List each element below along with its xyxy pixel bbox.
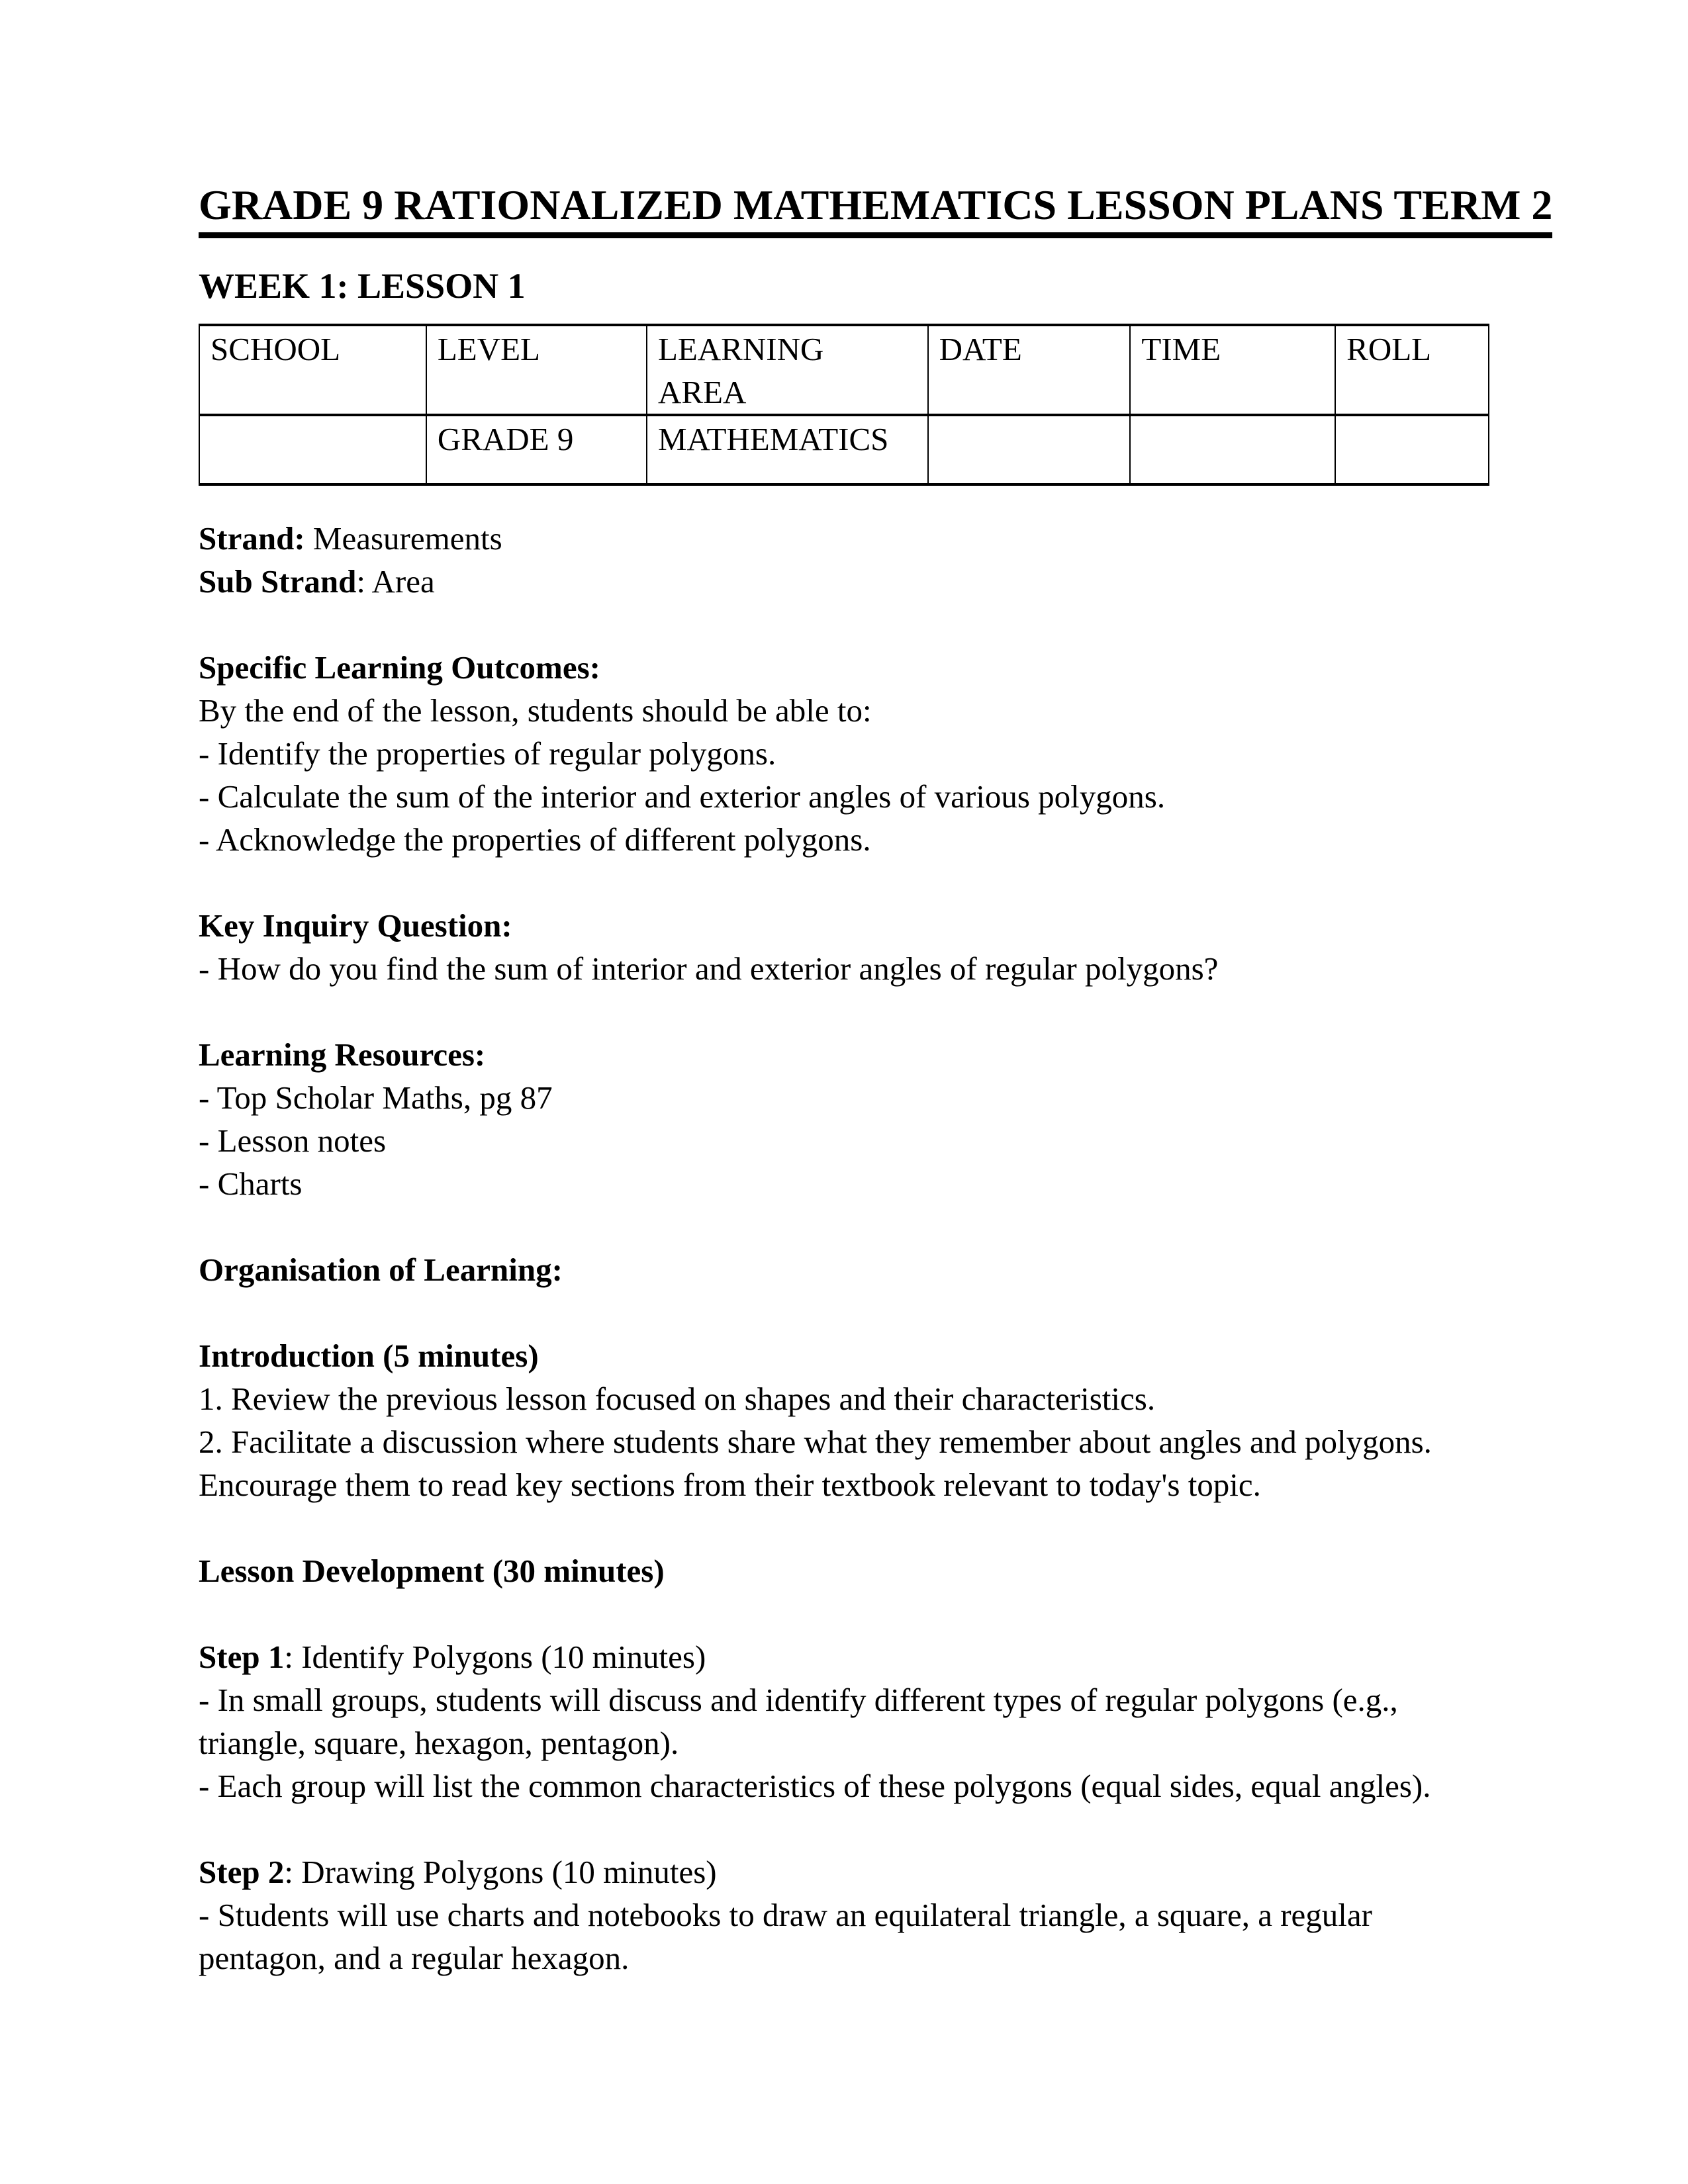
table-header-cell: LEARNING AREA: [647, 325, 928, 415]
regular-text: : Area: [356, 563, 435, 600]
regular-text: - In small groups, students will discuss and identify different types of regular polygons (e.g.,: [199, 1682, 1398, 1718]
regular-text: - Each group will list the common characteristics of these polygons (equal sides, equal angles).: [199, 1768, 1431, 1804]
bold-text: Step 1: [199, 1639, 285, 1675]
regular-text: 2. Facilitate a discussion where students share what they remember about angles and polygons.: [199, 1424, 1432, 1460]
document-line: [199, 1162, 1489, 1205]
table-cell: [1335, 415, 1489, 484]
document-line: [199, 1721, 1489, 1764]
document-line: [199, 1119, 1489, 1162]
table-header-cell: SCHOOL: [199, 325, 426, 415]
paragraph-gap: [199, 1205, 1489, 1248]
paragraph-gap: [199, 861, 1489, 904]
table-value-row: [199, 415, 1489, 484]
table-header-cell: DATE: [928, 325, 1131, 415]
table-header-row: [199, 325, 1489, 415]
paragraph-gap: [199, 1506, 1489, 1549]
document-line: [199, 1936, 1489, 1979]
section-heading: [199, 1334, 1489, 1377]
week-lesson-heading: WEEK 1: LESSON 1: [199, 266, 526, 306]
document-line: [199, 947, 1489, 990]
paragraph-gap: [199, 1592, 1489, 1635]
regular-text: Encourage them to read key sections from their textbook relevant to today's topic.: [199, 1467, 1261, 1503]
document-line: [199, 1635, 1489, 1678]
paragraph-gap: [199, 1807, 1489, 1850]
regular-text: : Drawing Polygons (10 minutes): [284, 1854, 717, 1890]
regular-text: 1. Review the previous lesson focused on shapes and their characteristics.: [199, 1381, 1156, 1417]
document-line: [199, 732, 1489, 775]
table-header-cell: LEVEL: [426, 325, 647, 415]
regular-text: - Calculate the sum of the interior and exterior angles of various polygons.: [199, 778, 1166, 815]
table-header-cell: TIME: [1130, 325, 1335, 415]
document-line: [199, 1764, 1489, 1807]
section-heading: [199, 1248, 1489, 1291]
paragraph-gap: [199, 990, 1489, 1033]
regular-text: - Top Scholar Maths, pg 87: [199, 1079, 553, 1116]
document-line: [199, 1893, 1489, 1936]
document-line: [199, 689, 1489, 732]
document-title-text: GRADE 9 RATIONALIZED MATHEMATICS LESSON PLANS TERM 2: [199, 181, 1552, 238]
regular-text: - How do you find the sum of interior and exterior angles of regular polygons?: [199, 950, 1219, 987]
bold-text: Introduction (5 minutes): [199, 1338, 539, 1374]
document-line: [199, 1678, 1489, 1721]
document-body: [199, 517, 1489, 1979]
document-line: [199, 775, 1489, 818]
regular-text: pentagon, and a regular hexagon.: [199, 1940, 630, 1976]
table-cell: MATHEMATICS: [647, 415, 928, 484]
regular-text: Measurements: [305, 520, 502, 557]
regular-text: - Students will use charts and notebooks to draw an equilateral triangle, a square, a regular: [199, 1897, 1372, 1933]
table-cell: GRADE 9: [426, 415, 647, 484]
bold-text: Key Inquiry Question:: [199, 907, 512, 944]
table-cell: [928, 415, 1131, 484]
table-cell: [1130, 415, 1335, 484]
paragraph-gap: [199, 1291, 1489, 1334]
document-line: [199, 1420, 1489, 1463]
bold-text: Step 2: [199, 1854, 285, 1890]
document-line: [199, 517, 1489, 560]
document-title: [199, 179, 1553, 232]
section-heading: [199, 1549, 1489, 1592]
document-line: [199, 818, 1489, 861]
section-heading: [199, 904, 1489, 947]
regular-text: By the end of the lesson, students should be able to:: [199, 692, 872, 729]
table-header-cell: ROLL: [1335, 325, 1489, 415]
document-line: [199, 560, 1489, 603]
bold-text: Sub Strand: [199, 563, 357, 600]
section-heading: [199, 1033, 1489, 1076]
regular-text: - Identify the properties of regular polygons.: [199, 735, 776, 772]
lesson-info-table: [199, 324, 1489, 486]
bold-text: Lesson Development (30 minutes): [199, 1553, 665, 1589]
document-line: [199, 1076, 1489, 1119]
document-line: [199, 1850, 1489, 1893]
bold-text: Learning Resources:: [199, 1036, 486, 1073]
bold-text: Strand:: [199, 520, 305, 557]
regular-text: : Identify Polygons (10 minutes): [284, 1639, 706, 1675]
table-cell: [199, 415, 426, 484]
regular-text: triangle, square, hexagon, pentagon).: [199, 1725, 679, 1761]
paragraph-gap: [199, 603, 1489, 646]
regular-text: - Lesson notes: [199, 1122, 387, 1159]
bold-text: Specific Learning Outcomes:: [199, 649, 600, 686]
regular-text: - Charts: [199, 1165, 303, 1202]
document-line: [199, 1463, 1489, 1506]
bold-text: Organisation of Learning:: [199, 1251, 563, 1288]
document-line: [199, 1377, 1489, 1420]
section-heading: [199, 646, 1489, 689]
regular-text: - Acknowledge the properties of different polygons.: [199, 821, 871, 858]
